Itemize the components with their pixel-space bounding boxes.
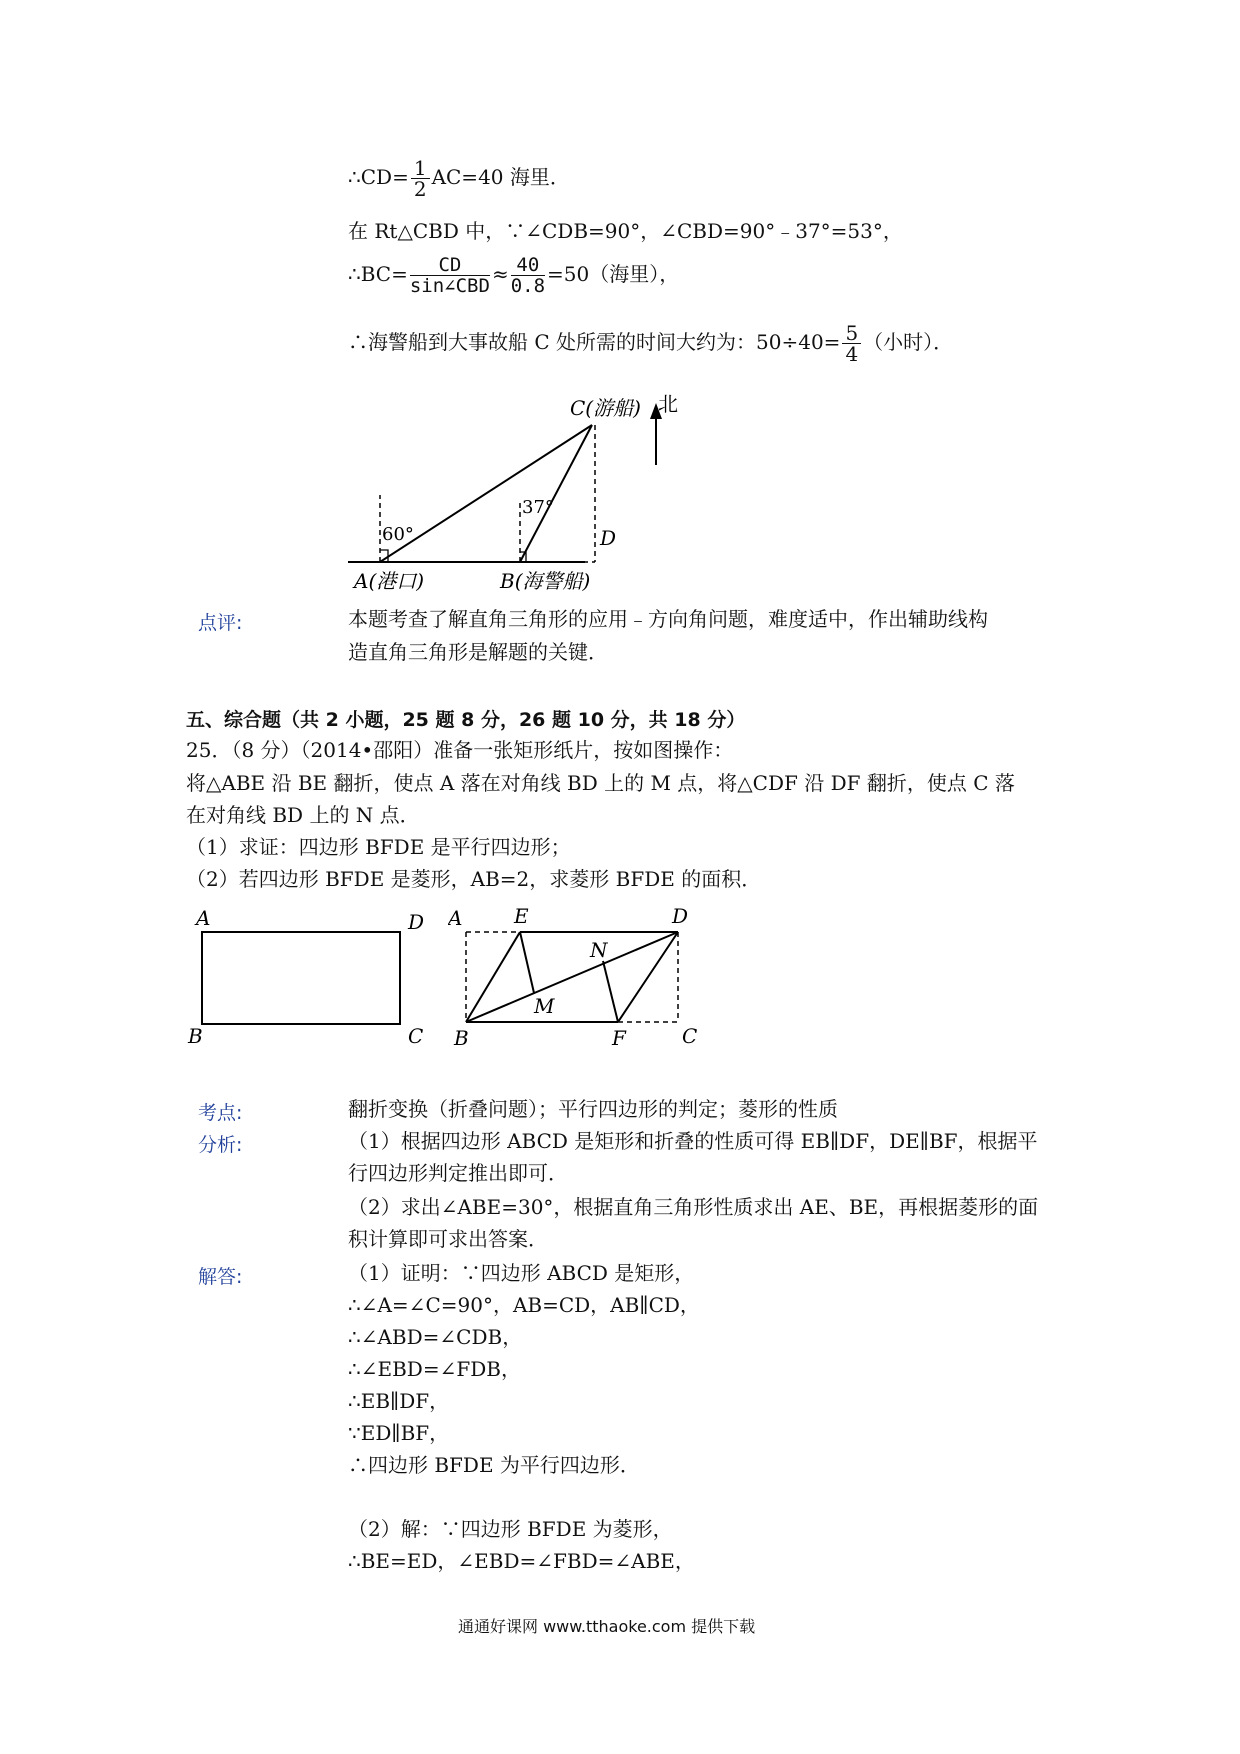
kaodian-text: 翻折变换（折叠问题）；平行四边形的判定；菱形的性质 xyxy=(348,1097,838,1121)
line-em xyxy=(520,932,534,993)
bc-prefix: ∴BC= xyxy=(348,262,408,286)
fraction-numerator: 40 xyxy=(511,255,545,276)
review-line-2: 造直角三角形是解题的关键． xyxy=(348,640,608,664)
ship-rescue-figure xyxy=(340,385,700,595)
label-a: A xyxy=(448,906,463,930)
fraction-denominator: 0.8 xyxy=(510,275,546,297)
cd-line xyxy=(348,158,570,199)
label-b: B xyxy=(454,1026,469,1045)
solution-line-5: ∴EB∥DF， xyxy=(348,1389,450,1413)
bc-suffix: =50（海里）， xyxy=(547,262,680,286)
solution-line-6: ∵ED∥BF， xyxy=(348,1421,450,1445)
fraction-numerator: 5 xyxy=(842,323,861,344)
rt-triangle-line: 在 Rt△CBD 中，∵∠CDB=90°，∠CBD=90°﹣37°=53°， xyxy=(348,219,903,243)
time-line xyxy=(348,323,953,364)
fraction-numerator: 1 xyxy=(411,158,430,179)
line-bc xyxy=(520,425,592,562)
angle-37: 37° xyxy=(522,497,554,518)
question-line-4: （1）求证：四边形 BFDE 是平行四边形； xyxy=(186,835,571,859)
review-line-1: 本题考查了解直角三角形的应用﹣方向角问题，难度适中，作出辅助线构 xyxy=(348,607,988,631)
review-label: 点评: xyxy=(198,612,243,634)
label-d: D xyxy=(672,905,689,928)
footer-text: 通通好课网 www.tthaoke.com 提供下载 xyxy=(458,1617,756,1636)
solution-line-2: ∴∠A=∠C=90°，AB=CD，AB∥CD， xyxy=(348,1293,700,1317)
cd-suffix: AC=40 海里． xyxy=(431,165,570,189)
fenxi-line-3: （2）求出∠ABE=30°，根据直角三角形性质求出 AE、BE，再根据菱形的面 xyxy=(348,1195,1039,1219)
label-c-ship: C(游船) xyxy=(570,396,641,420)
fenxi-line-2: 行四边形判定推出即可． xyxy=(348,1161,568,1185)
label-e: E xyxy=(514,905,529,928)
label-m: M xyxy=(534,994,555,1018)
solution-line-7: ∴四边形 BFDE 为平行四边形． xyxy=(348,1453,640,1477)
solution-part2-line-2: ∴BE=ED，∠EBD=∠FBD=∠ABE， xyxy=(348,1549,695,1573)
folded-rectangle-figure xyxy=(448,905,708,1045)
time-prefix: ∴海警船到大事故船 C 处所需的时间大约为：50÷40= xyxy=(348,330,841,354)
jieda-label: 解答: xyxy=(198,1266,243,1288)
question-line-1: 25．（8 分）（2014•邵阳）准备一张矩形纸片，按如图操作： xyxy=(186,738,734,762)
label-a: A xyxy=(196,906,211,930)
label-a-port: A(港口) xyxy=(354,569,425,593)
label-n: N xyxy=(590,938,608,962)
angle-60: 60° xyxy=(382,524,414,545)
question-line-3: 在对角线 BD 上的 N 点． xyxy=(186,803,420,827)
fraction-denominator: 2 xyxy=(413,177,427,201)
section-heading: 五、综合题（共 2 小题，25 题 8 分，26 题 10 分，共 18 分） xyxy=(186,709,746,731)
time-suffix: （小时）． xyxy=(863,330,954,354)
line-be xyxy=(466,932,520,1022)
fenxi-line-4: 积计算即可求出答案． xyxy=(348,1227,548,1251)
solution-part2-line-1: （2）解：∵四边形 BFDE 为菱形， xyxy=(348,1517,673,1541)
kaodian-label: 考点: xyxy=(198,1102,243,1124)
rectangle-figure xyxy=(186,905,436,1045)
diagonal-bd xyxy=(466,932,678,1022)
approx-sign: ≈ xyxy=(491,262,509,286)
label-d: D xyxy=(600,526,617,550)
fraction-denominator: 4 xyxy=(845,342,859,366)
label-d: D xyxy=(408,910,425,934)
fraction-denominator: sin∠CBD xyxy=(409,275,490,297)
solution-line-3: ∴∠ABD=∠CDB， xyxy=(348,1325,523,1349)
fraction-cd-sin xyxy=(410,255,490,296)
solution-line-1: （1）证明：∵四边形 ABCD 是矩形， xyxy=(348,1261,695,1285)
fraction-numerator: CD xyxy=(410,255,490,276)
cd-prefix: ∴CD= xyxy=(348,165,409,189)
line-fn xyxy=(603,961,618,1022)
label-f: F xyxy=(612,1026,626,1045)
fraction-half xyxy=(411,158,430,199)
fenxi-line-1: （1）根据四边形 ABCD 是矩形和折叠的性质可得 EB∥DF，DE∥BF，根据平 xyxy=(348,1129,1038,1153)
fenxi-label: 分析: xyxy=(198,1134,243,1156)
label-b: B xyxy=(188,1024,203,1045)
label-north: 北 xyxy=(658,392,678,416)
label-c: C xyxy=(408,1024,424,1045)
label-b-police-ship: B(海警船) xyxy=(500,569,591,593)
rectangle-abcd xyxy=(202,932,400,1024)
bc-line xyxy=(348,255,679,296)
question-line-2: 将△ABE 沿 BE 翻折，使点 A 落在对角线 BD 上的 M 点，将△CDF 沿 DF 翻折，使点 C 落 xyxy=(186,771,1015,795)
fraction-five-fourths xyxy=(842,323,861,364)
label-c: C xyxy=(682,1024,698,1045)
solution-line-4: ∴∠EBD=∠FDB， xyxy=(348,1357,521,1381)
question-line-5: （2）若四边形 BFDE 是菱形，AB=2，求菱形 BFDE 的面积． xyxy=(186,867,762,891)
fraction-40-08 xyxy=(511,255,545,296)
